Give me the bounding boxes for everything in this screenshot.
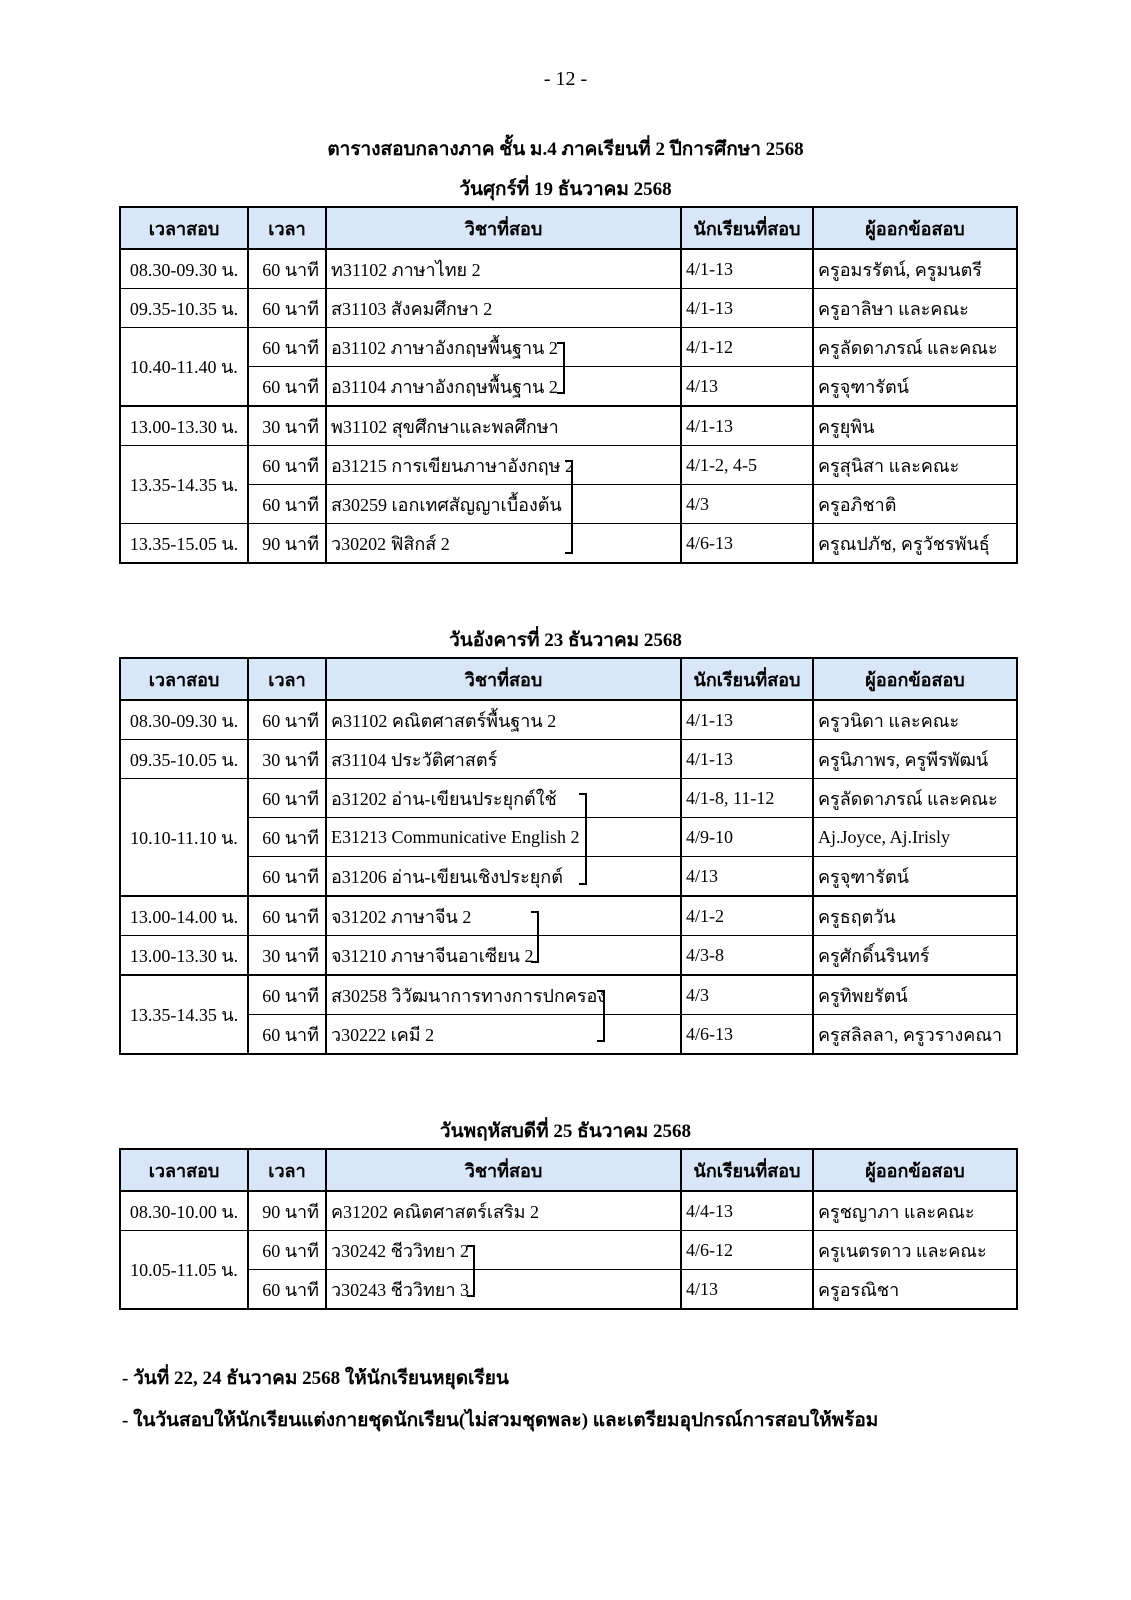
table-row <box>120 740 1017 779</box>
classes: 4/1-13 <box>681 740 813 779</box>
duration: 60 นาที <box>248 1231 326 1270</box>
duration: 60 นาที <box>248 367 326 407</box>
table-row <box>120 249 1017 289</box>
header-classes: นักเรียนที่สอบ <box>681 207 813 249</box>
duration: 60 นาที <box>248 818 326 857</box>
header-exam-time: เวลาสอบ <box>120 658 248 700</box>
duration: 60 นาที <box>248 857 326 897</box>
table-header <box>120 658 1017 700</box>
table-row <box>120 1270 1017 1310</box>
duration: 60 นาที <box>248 1270 326 1310</box>
subject: ว30243 ชีววิทยา 3 <box>326 1270 681 1310</box>
examiner: ครูลัดดาภรณ์ และคณะ <box>813 779 1017 818</box>
table-row <box>120 406 1017 446</box>
subject: พ31102 สุขศึกษาและพลศึกษา <box>326 406 681 446</box>
table-row <box>120 857 1017 897</box>
exam-time: 10.05-11.05 น. <box>120 1231 248 1310</box>
subject: ค31102 คณิตศาสตร์พื้นฐาน 2 <box>326 700 681 740</box>
table-row <box>120 896 1017 936</box>
exam-time: 13.35-14.35 น. <box>120 446 248 524</box>
duration: 60 นาที <box>248 249 326 289</box>
duration: 60 นาที <box>248 896 326 936</box>
subject: ว30202 ฟิสิกส์ 2 <box>326 524 681 564</box>
exam-time: 08.30-09.30 น. <box>120 249 248 289</box>
subject-cell <box>326 328 681 367</box>
classes: 4/3 <box>681 485 813 524</box>
subject: จ31210 ภาษาจีนอาเซียน 2 <box>326 936 681 976</box>
duration: 60 นาที <box>248 779 326 818</box>
header-exam-time: เวลาสอบ <box>120 1149 248 1191</box>
examiner: ครูอรณิชา <box>813 1270 1017 1310</box>
duration: 30 นาที <box>248 406 326 446</box>
table-row <box>120 700 1017 740</box>
header-subject: วิชาที่สอบ <box>326 658 681 700</box>
duration: 60 นาที <box>248 1015 326 1055</box>
classes: 4/1-2, 4-5 <box>681 446 813 485</box>
exam-time: 10.10-11.10 น. <box>120 779 248 897</box>
classes: 4/13 <box>681 1270 813 1310</box>
subject: E31213 Communicative English 2 <box>326 818 681 857</box>
table-row <box>120 1231 1017 1270</box>
examiner: ครูอาลิษา และคณะ <box>813 289 1017 328</box>
exam-time: 08.30-10.00 น. <box>120 1191 248 1231</box>
examiner: ครูชญาภา และคณะ <box>813 1191 1017 1231</box>
exam-time: 13.00-14.00 น. <box>120 896 248 936</box>
exam-table-day-3 <box>119 1148 1018 1310</box>
header-classes: นักเรียนที่สอบ <box>681 1149 813 1191</box>
examiner: ครูสลิลลา, ครูวรางคณา <box>813 1015 1017 1055</box>
examiner: ครูอภิชาติ <box>813 485 1017 524</box>
examiner: ครูอมรรัตน์, ครูมนตรี <box>813 249 1017 289</box>
classes: 4/6-13 <box>681 1015 813 1055</box>
day-title-3: วันพฤหัสบดีที่ 25 ธันวาคม 2568 <box>439 1121 692 1142</box>
examiner: ครูธฤตวัน <box>813 896 1017 936</box>
header-subject: วิชาที่สอบ <box>326 207 681 249</box>
subject: ว30222 เคมี 2 <box>326 1015 681 1055</box>
table-row <box>120 936 1017 976</box>
examiner: ครูณปภัช, ครูวัชรพันธุ์ <box>813 524 1017 564</box>
table-row <box>120 367 1017 407</box>
table-row <box>120 1015 1017 1055</box>
classes: 4/3-8 <box>681 936 813 976</box>
examiner: ครูเนตรดาว และคณะ <box>813 1231 1017 1270</box>
header-duration: เวลา <box>248 1149 326 1191</box>
table-header <box>120 207 1017 249</box>
classes: 4/1-13 <box>681 700 813 740</box>
classes: 4/1-13 <box>681 249 813 289</box>
duration: 60 นาที <box>248 485 326 524</box>
exam-table-day-2 <box>119 657 1018 1055</box>
classes: 4/1-2 <box>681 896 813 936</box>
duration: 90 นาที <box>248 1191 326 1231</box>
subject: อ31104 ภาษาอังกฤษพื้นฐาน 2 <box>326 367 681 407</box>
subject: อ31215 การเขียนภาษาอังกฤษ 2 <box>331 455 574 476</box>
header-classes: นักเรียนที่สอบ <box>681 658 813 700</box>
subject: ส30258 วิวัฒนาการทางการปกครอง <box>331 985 607 1006</box>
exam-time: 10.40-11.40 น. <box>120 328 248 407</box>
subject: ส31104 ประวัติศาสตร์ <box>326 740 681 779</box>
table-row <box>120 328 1017 367</box>
duration: 60 นาที <box>248 289 326 328</box>
note-dress-code: - ในวันสอบให้นักเรียนแต่งกายชุดนักเรียน(ไม่สวมชุดพละ) และเตรียมอุปกรณ์การสอบให้พร้อม <box>122 1410 879 1431</box>
document-title: ตารางสอบกลางภาค ชั้น ม.4 ภาคเรียนที่ 2 ปีการศึกษา 2568 <box>327 139 804 160</box>
header-duration: เวลา <box>248 658 326 700</box>
subject: ค31202 คณิตศาสตร์เสริม 2 <box>326 1191 681 1231</box>
subject: ส31103 สังคมศึกษา 2 <box>326 289 681 328</box>
table-header <box>120 1149 1017 1191</box>
subject: ท31102 ภาษาไทย 2 <box>326 249 681 289</box>
examiner: ครูนิภาพร, ครูพีรพัฒน์ <box>813 740 1017 779</box>
examiner: ครูทิพยรัตน์ <box>813 975 1017 1015</box>
subject: จ31202 ภาษาจีน 2 <box>331 906 472 927</box>
note-holiday: - วันที่ 22, 24 ธันวาคม 2568 ให้นักเรียนหยุดเรียน <box>122 1368 509 1389</box>
duration: 30 นาที <box>248 740 326 779</box>
exam-table-day-1 <box>119 206 1018 564</box>
examiner: ครูศักดิ์นรินทร์ <box>813 936 1017 976</box>
table-row <box>120 289 1017 328</box>
subject-cell <box>326 975 681 1015</box>
exam-time: 13.35-14.35 น. <box>120 975 248 1054</box>
header-exam-time: เวลาสอบ <box>120 207 248 249</box>
exam-time: 08.30-09.30 น. <box>120 700 248 740</box>
table-row <box>120 485 1017 524</box>
examiner: ครูสุนิสา และคณะ <box>813 446 1017 485</box>
header-subject: วิชาที่สอบ <box>326 1149 681 1191</box>
duration: 60 นาที <box>248 446 326 485</box>
subject: ว30242 ชีววิทยา 2 <box>331 1240 470 1261</box>
classes: 4/1-8, 11-12 <box>681 779 813 818</box>
header-duration: เวลา <box>248 207 326 249</box>
subject-cell <box>326 1231 681 1270</box>
header-examiner: ผู้ออกข้อสอบ <box>813 1149 1017 1191</box>
classes: 4/6-13 <box>681 524 813 564</box>
duration: 90 นาที <box>248 524 326 564</box>
examiner: ครูจุฑารัตน์ <box>813 857 1017 897</box>
day-title-1: วันศุกร์ที่ 19 ธันวาคม 2568 <box>459 179 672 200</box>
table-row <box>120 818 1017 857</box>
exam-time: 09.35-10.05 น. <box>120 740 248 779</box>
header-examiner: ผู้ออกข้อสอบ <box>813 658 1017 700</box>
subject: อ31206 อ่าน-เขียนเชิงประยุกต์ <box>326 857 681 897</box>
classes: 4/9-10 <box>681 818 813 857</box>
examiner: ครูจุฑารัตน์ <box>813 367 1017 407</box>
duration: 60 นาที <box>248 975 326 1015</box>
day-title-2: วันอังคารที่ 23 ธันวาคม 2568 <box>449 630 682 651</box>
exam-time: 13.00-13.30 น. <box>120 406 248 446</box>
header-examiner: ผู้ออกข้อสอบ <box>813 207 1017 249</box>
subject-cell <box>326 446 681 485</box>
classes: 4/6-12 <box>681 1231 813 1270</box>
subject: อ31102 ภาษาอังกฤษพื้นฐาน 2 <box>331 337 558 358</box>
classes: 4/3 <box>681 975 813 1015</box>
classes: 4/4-13 <box>681 1191 813 1231</box>
duration: 60 นาที <box>248 700 326 740</box>
duration: 30 นาที <box>248 936 326 976</box>
page-number: - 12 - <box>543 68 588 90</box>
examiner: Aj.Joyce, Aj.Irisly <box>813 818 1017 857</box>
classes: 4/1-12 <box>681 328 813 367</box>
classes: 4/13 <box>681 857 813 897</box>
duration: 60 นาที <box>248 328 326 367</box>
examiner: ครูวนิดา และคณะ <box>813 700 1017 740</box>
classes: 4/1-13 <box>681 406 813 446</box>
subject-cell <box>326 779 681 818</box>
table-row <box>120 1191 1017 1231</box>
classes: 4/13 <box>681 367 813 407</box>
classes: 4/1-13 <box>681 289 813 328</box>
table-row <box>120 779 1017 818</box>
table-row <box>120 524 1017 564</box>
subject: ส30259 เอกเทศสัญญาเบื้องต้น <box>326 485 681 524</box>
exam-time: 13.00-13.30 น. <box>120 936 248 976</box>
exam-time: 13.35-15.05 น. <box>120 524 248 564</box>
subject: อ31202 อ่าน-เขียนประยุกต์ใช้ <box>331 788 557 809</box>
table-row <box>120 975 1017 1015</box>
exam-time: 09.35-10.35 น. <box>120 289 248 328</box>
examiner: ครูลัดดาภรณ์ และคณะ <box>813 328 1017 367</box>
table-row <box>120 446 1017 485</box>
subject-cell <box>326 896 681 936</box>
examiner: ครูยุพิน <box>813 406 1017 446</box>
